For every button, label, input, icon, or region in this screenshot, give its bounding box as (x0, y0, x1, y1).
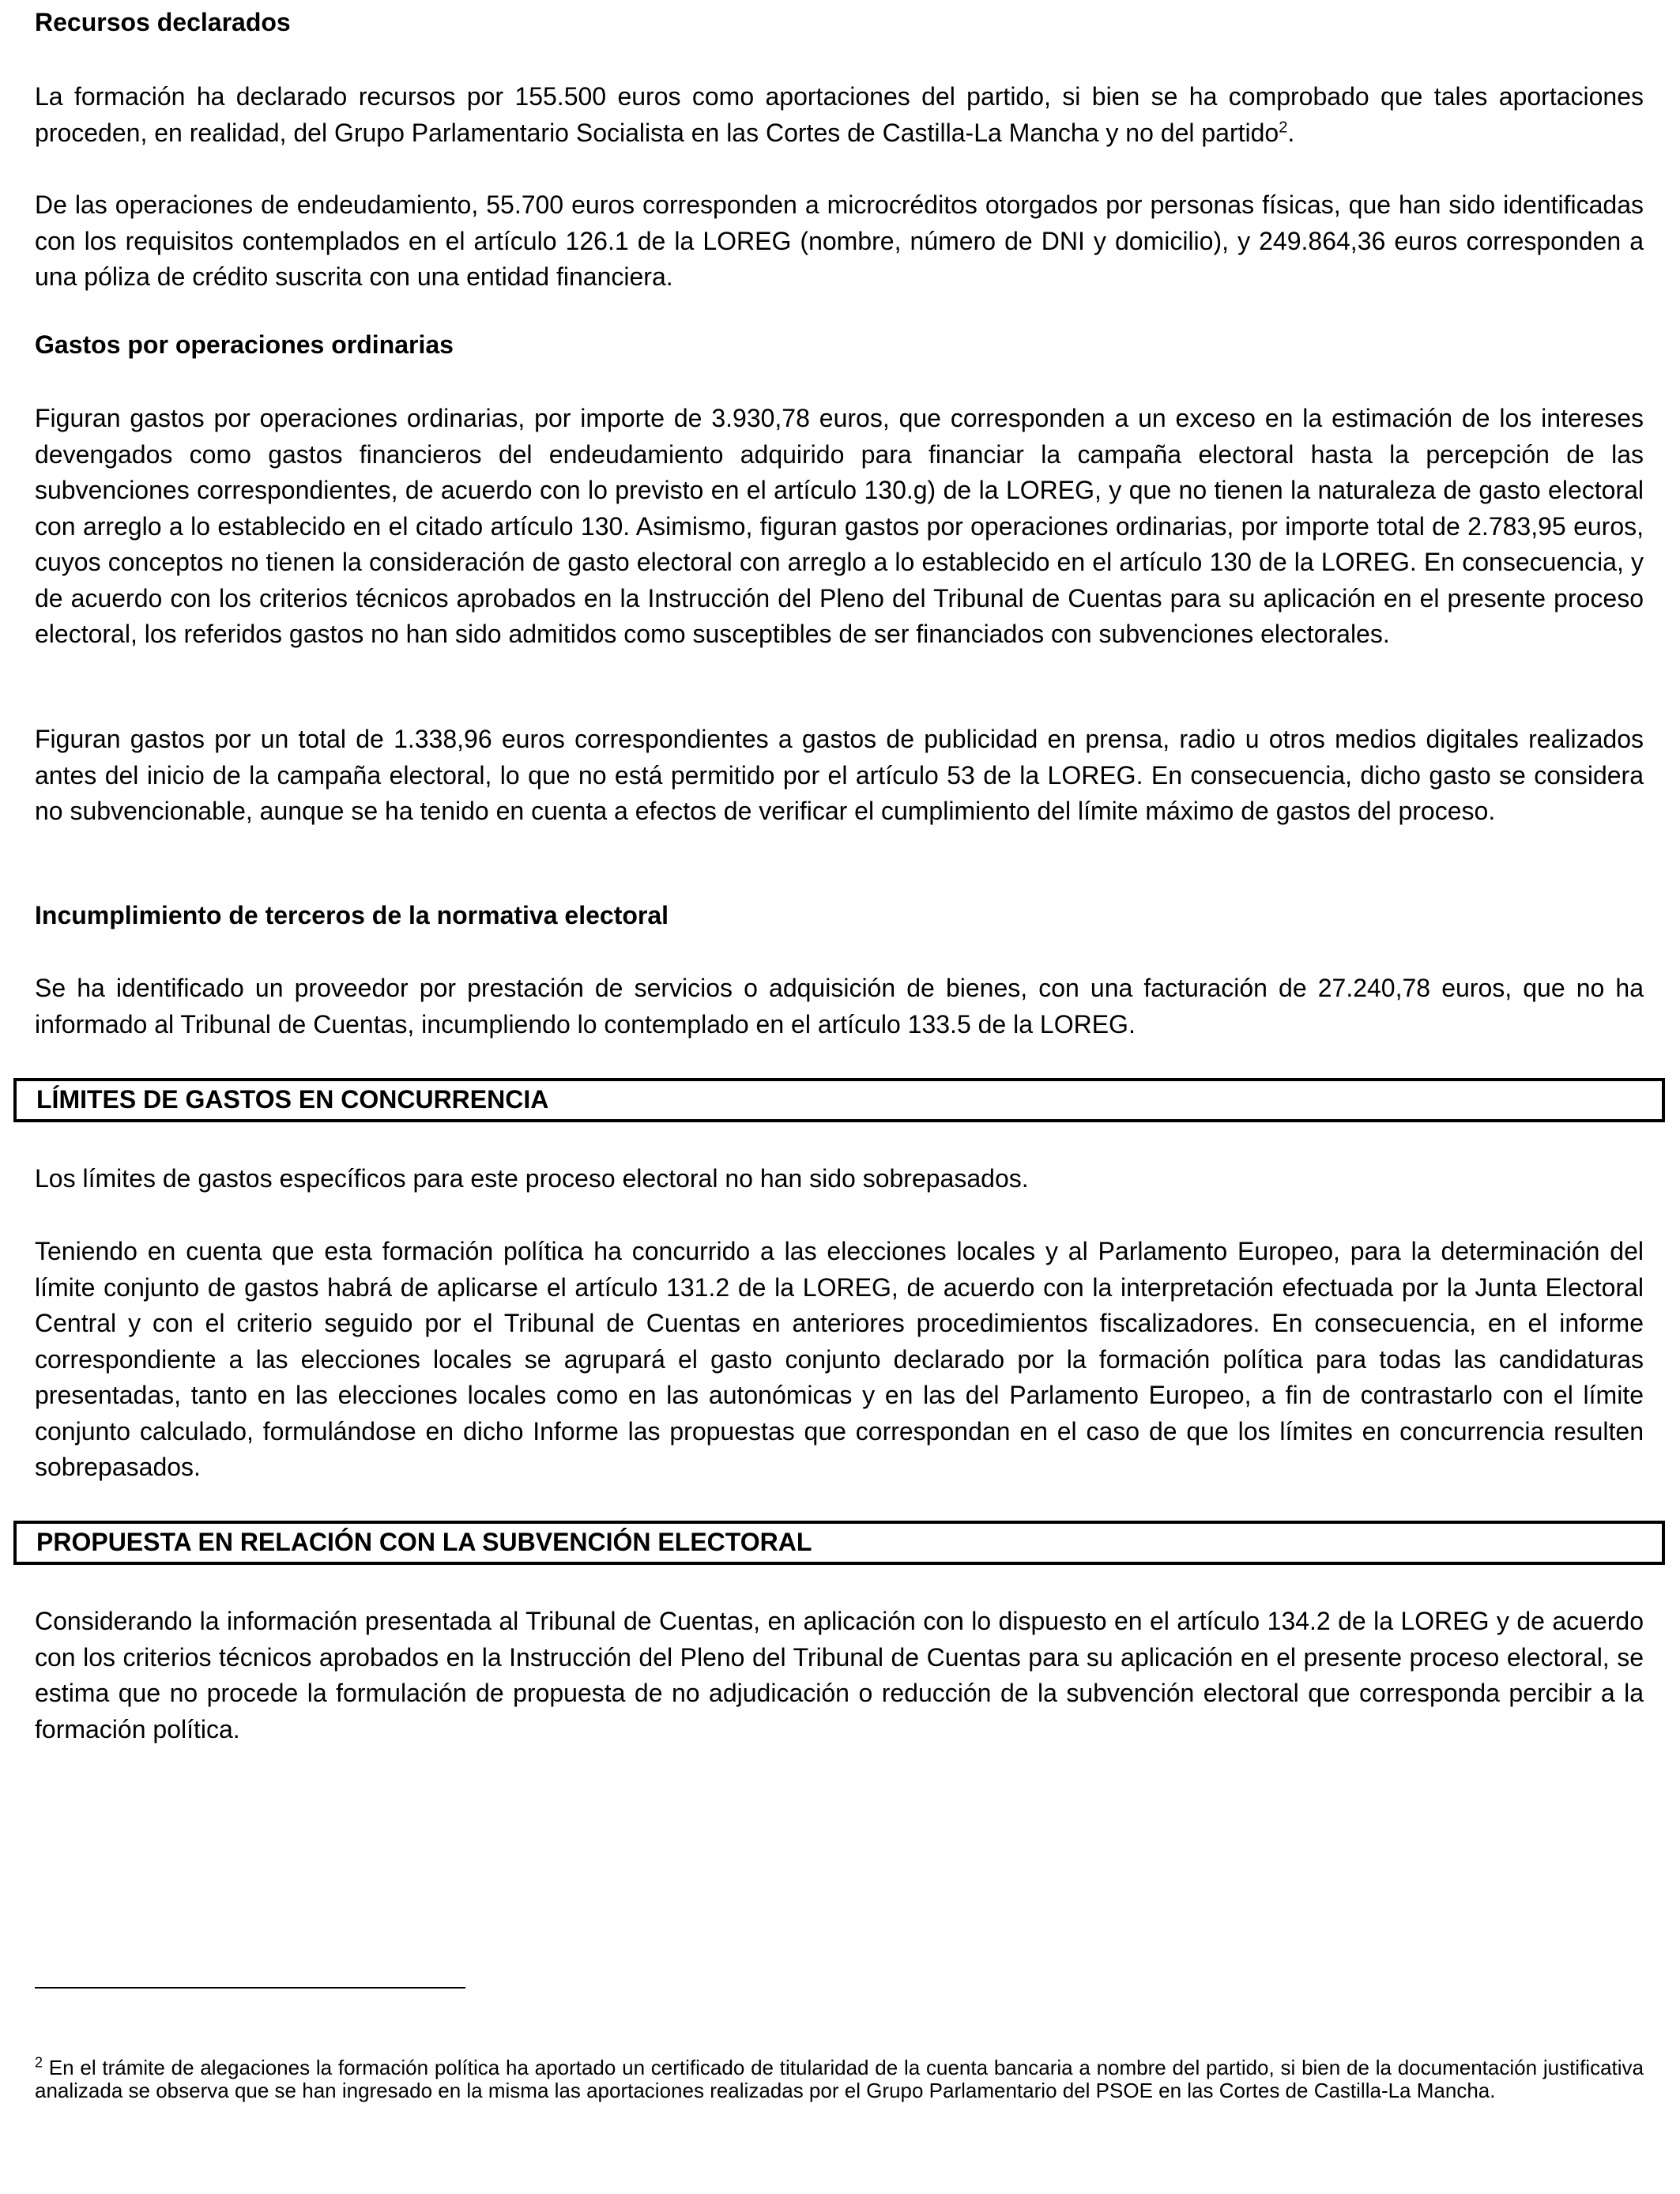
section-box-propuesta-subvencion: PROPUESTA EN RELACIÓN CON LA SUBVENCIÓN ELECTORAL (13, 1521, 1665, 1565)
paragraph-propuesta: Considerando la información presentada al Tribunal de Cuentas, en aplicación con lo dispuesto en el artículo 134.2 de la LOREG y de acuerdo con los criterios técnicos aprobados en la Instrucción del Pleno del Tribunal de Cuentas para su aplicación en el presente proceso electoral, se estima que no procede la formulación de propuesta de no adjudicación o reducción de la subvención electoral que corresponda percibir a la formación política. (35, 1607, 1644, 1744)
paragraph-end: . (1287, 118, 1295, 147)
footnote-reference[interactable]: 2 (1279, 118, 1288, 136)
footnote (35, 2056, 1644, 2102)
paragraph-gastos-ordinarias: Figuran gastos por operaciones ordinarias, por importe de 3.930,78 euros, que corresponden a un exceso en la estimación de los intereses devengados como gastos financieros del endeudamiento adquirido para financiar la campaña electoral hasta la percepción de las subvenciones correspondientes, de acuerdo con lo previsto en el artículo 130.g) de la LOREG, y que no tienen la naturaleza de gasto electoral con arreglo a lo establecido en el citado artículo 130. Asimismo, figuran gastos por operaciones ordinarias, por importe total de 2.783,95 euros, cuyos conceptos no tienen la consideración de gasto electoral con arreglo a lo establecido en el artículo 130 de la LOREG. En consecuencia, y de acuerdo con los criterios técnicos aprobados en la Instrucción del Pleno del Tribunal de Cuentas para su aplicación en el presente proceso electoral, los referidos gastos no han sido admitidos como susceptibles de ser financiados con subvenciones electorales. (35, 404, 1644, 648)
footnote-number: 2 (35, 2054, 43, 2071)
heading-incumplimiento-terceros: Incumplimiento de terceros de la normativa electoral (35, 901, 669, 929)
heading-gastos-operaciones-ordinarias: Gastos por operaciones ordinarias (35, 330, 454, 359)
footnote-separator (35, 1987, 465, 1989)
heading-recursos-declarados: Recursos declarados (35, 8, 291, 36)
footnote-text: En el trámite de alegaciones la formación política ha aportado un certificado de titularidad de la cuenta bancaria a nombre del partido, si bien de la documentación justificativa analizada se observa que se han ingresado en la misma las aportaciones realizadas por el Grupo Parlamentario del PSOE en las Cortes de Castilla-La Mancha. (35, 2056, 1644, 2102)
paragraph-terceros-proveedor: Se ha identificado un proveedor por prestación de servicios o adquisición de bienes, con una facturación de 27.240,78 euros, que no ha informado al Tribunal de Cuentas, incumpliendo lo contemplado en el artículo 133.5 de la LOREG. (35, 974, 1644, 1039)
paragraph-recursos-aportaciones (35, 79, 1644, 151)
paragraph-limites-concurrencia: Teniendo en cuenta que esta formación política ha concurrido a las elecciones locales y al Parlamento Europeo, para la determinación del límite conjunto de gastos habrá de aplicarse el artículo 131.2 de la LOREG, de acuerdo con la interpretación efectuada por la Junta Electoral Central y con el criterio seguido por el Tribunal de Cuentas en anteriores procedimientos fiscalizadores. En consecuencia, en el informe correspondiente a las elecciones locales se agrupará el gasto conjunto declarado por la formación política para todas las candidaturas presentadas, tanto en las elecciones locales como en las autonómicas y en las del Parlamento Europeo, a fin de contrastarlo con el límite conjunto calculado, formulándose en dicho Informe las propuestas que correspondan en el caso de que los límites en concurrencia resulten sobrepasados. (35, 1237, 1644, 1481)
paragraph-limites-no-sobrepasados: Los límites de gastos específicos para este proceso electoral no han sido sobrepasados. (35, 1164, 1029, 1193)
paragraph-recursos-endeudamiento: De las operaciones de endeudamiento, 55.700 euros corresponden a microcréditos otorgados por personas físicas, que han sido identificadas con los requisitos contemplados en el artículo 126.1 de la LOREG (nombre, número de DNI y domicilio), y 249.864,36 euros corresponden a una póliza de crédito suscrita con una entidad financiera. (35, 190, 1644, 291)
section-box-limites-gastos: LÍMITES DE GASTOS EN CONCURRENCIA (13, 1078, 1665, 1122)
paragraph-text: La formación ha declarado recursos por 155.500 euros como aportaciones del partido, si bien se ha comprobado que tales aportaciones proceden, en realidad, del Grupo Parlamentario Socialista en las Cortes de Castilla-La Mancha y no del partido (35, 82, 1644, 147)
paragraph-gastos-publicidad: Figuran gastos por un total de 1.338,96 euros correspondientes a gastos de publicidad en prensa, radio u otros medios digitales realizados antes del inicio de la campaña electoral, lo que no está permitido por el artículo 53 de la LOREG. En consecuencia, dicho gasto se considera no subvencionable, aunque se ha tenido en cuenta a efectos de verificar el cumplimiento del límite máximo de gastos del proceso. (35, 725, 1644, 825)
